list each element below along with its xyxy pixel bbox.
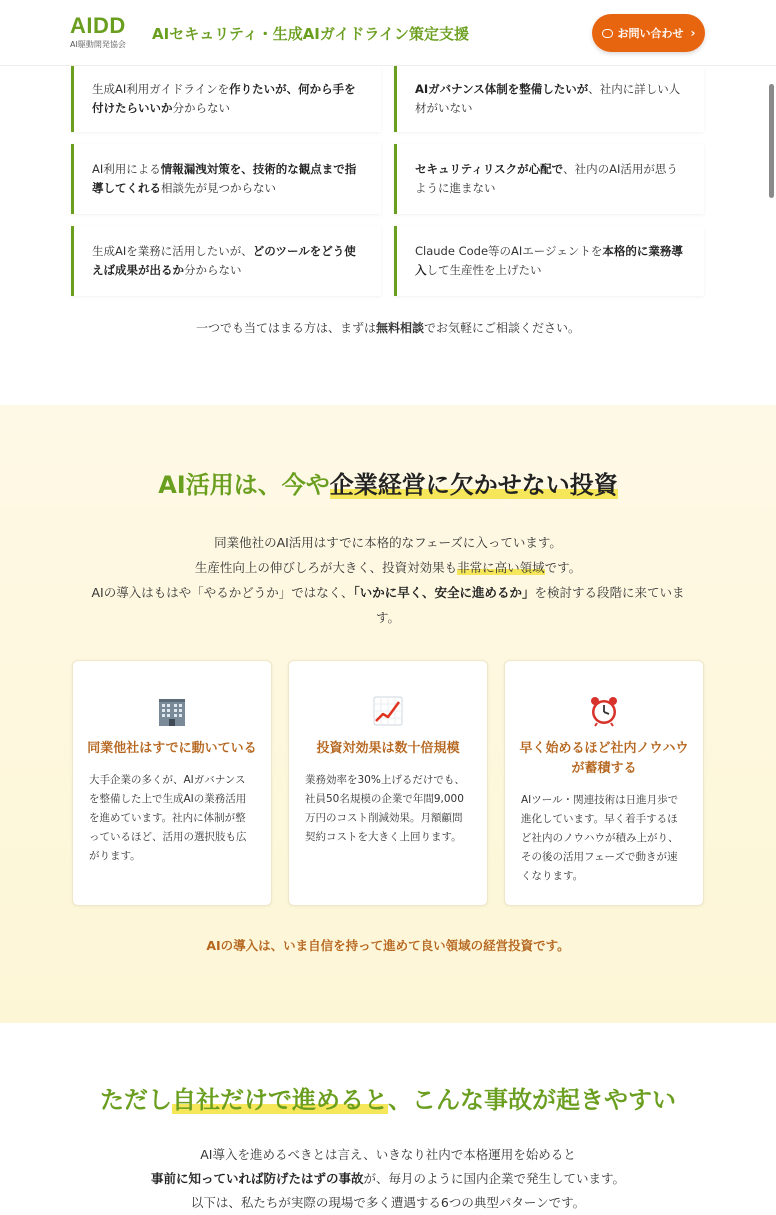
invest-lead: 同業他社のAI活用はすでに本格的なフェーズに入っています。 生産性向上の伸びしろが大きく、投資対効果も非常に高い領域です。 AIの導入はもはや「やるかどうか」ではなく、「いかに早く、安全に進めるか」を検討する段階に来ています。 bbox=[91, 535, 685, 625]
logo-text: AIDD bbox=[70, 13, 126, 38]
invest-footer: AIの導入は、いま自信を持って進めて良い領域の経営投資です。 bbox=[206, 938, 570, 953]
invest-card bbox=[288, 660, 488, 906]
invest-title: AI活用は、今や企業経営に欠かせない投資 bbox=[158, 471, 618, 499]
site-header bbox=[0, 0, 776, 66]
worry-item: 生成AI利用ガイドラインを作りたいが、何から手を付けたらいいか分からない bbox=[71, 66, 381, 132]
invest-card bbox=[72, 660, 272, 906]
consult-note: 一つでも当てはまる方は、まずは無料相談でお気軽にご相談ください。 bbox=[195, 321, 581, 335]
invest-card-body: AIツール・関連技術は日進月歩で進化しています。早く着手するほど社内のノウハウが積み上がり、その後の活用フェーズで動きが速くなります。 bbox=[521, 794, 679, 882]
chart-up-icon bbox=[289, 693, 487, 729]
contact-button-label: お問い合わせ bbox=[617, 27, 684, 40]
alarm-clock-icon bbox=[505, 693, 703, 729]
header-tagline: AIセキュリティ・生成AIガイドライン策定支援 bbox=[152, 25, 469, 43]
contact-button[interactable] bbox=[592, 14, 705, 52]
invest-card-title: 投資対効果は数十倍規模 bbox=[316, 741, 460, 756]
worry-item: Claude Code等のAIエージェントを本格的に業務導入して生産性を上げたい bbox=[394, 226, 704, 296]
chevron-right-icon: › bbox=[690, 26, 696, 40]
worry-item: 生成AIを業務に活用したいが、どのツールをどう使えば成果が出るか分からない bbox=[71, 226, 381, 296]
invest-card-body: 業務効率を30%上げるだけでも、社員50名規模の企業で年間9,000万円のコスト削減効果。月額顧問契約コストを大きく上回ります。 bbox=[305, 774, 465, 843]
scrollbar-thumb[interactable] bbox=[769, 84, 774, 198]
worry-item: セキュリティリスクが心配で、社内のAI活用が思うように進まない bbox=[394, 144, 704, 214]
logo[interactable] bbox=[70, 14, 126, 50]
invest-card-title: 早く始めるほど社内ノウハウが蓄積する bbox=[519, 741, 689, 776]
invest-card-body: 大手企業の多くが、AIガバナンスを整備した上で生成AIの業務活用を進めています。社内に体制が整っているほど、活用の選択肢も広がります。 bbox=[89, 774, 247, 862]
worry-item: AI利用による情報漏洩対策を、技術的な観点まで指導してくれる相談先が見つからない bbox=[71, 144, 381, 214]
accident-lead: AI導入を進めるべきとは言え、いきなり社内で本格運用を始めると 事前に知っていれば防げたはずの事故が、毎月のように国内企業で発生しています。 以下は、私たちが実際の現場で多く遭遇する6つの典型パターンです。 bbox=[150, 1147, 626, 1210]
accident-title: ただし自社だけで進めると、こんな事故が起きやすい bbox=[100, 1086, 676, 1114]
office-building-icon bbox=[73, 693, 271, 729]
chat-bubble-icon bbox=[602, 29, 613, 38]
invest-card-title: 同業他社はすでに動いている bbox=[87, 741, 257, 756]
logo-subtitle: AI駆動開発協会 bbox=[70, 40, 126, 49]
worry-item: AIガバナンス体制を整備したいが、社内に詳しい人材がいない bbox=[394, 66, 704, 132]
invest-card bbox=[504, 660, 704, 906]
